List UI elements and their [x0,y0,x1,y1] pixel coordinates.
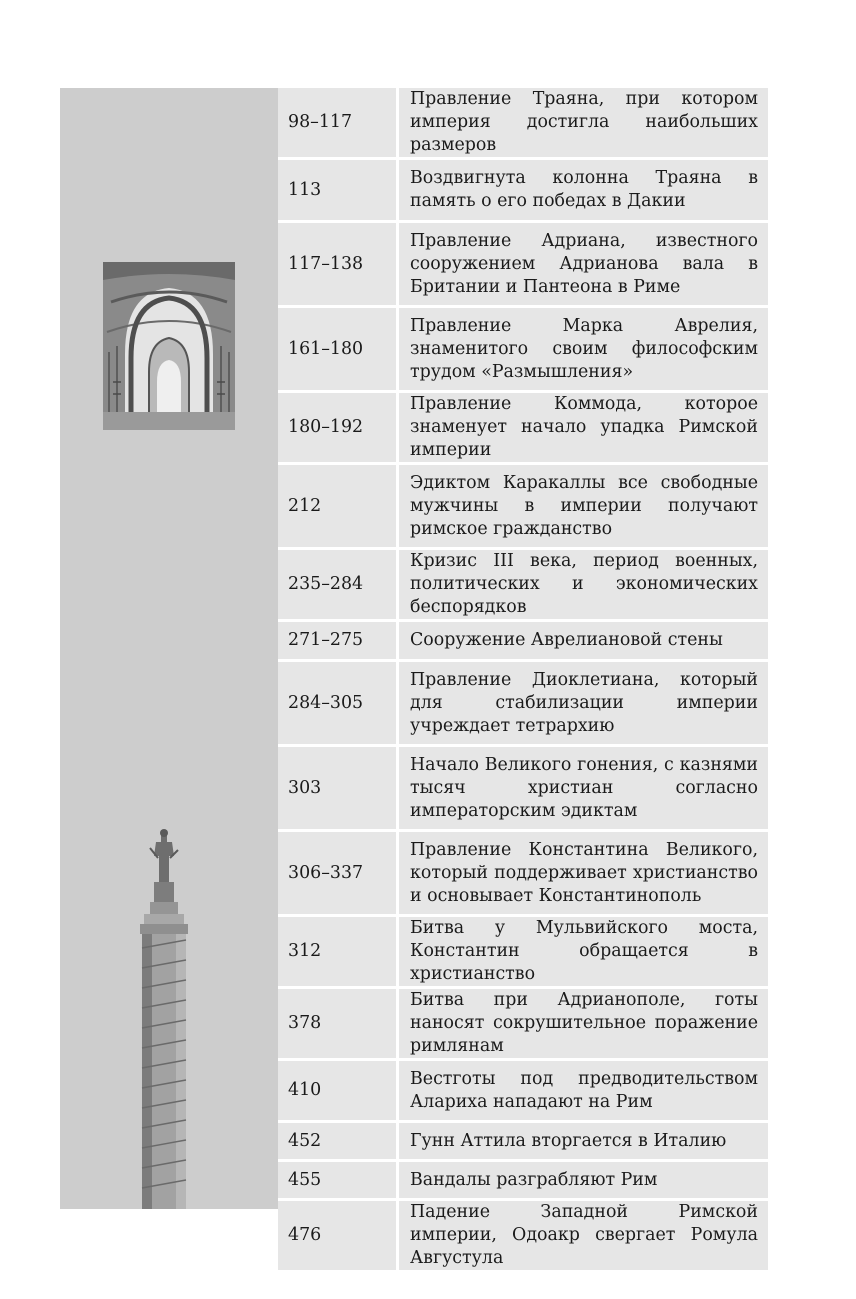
date-cell: 476 [278,1200,398,1271]
table-row [278,392,768,464]
date-cell: 306–337 [278,831,398,916]
table-row [278,88,768,159]
timeline-table [278,88,768,1270]
event-cell: Начало Великого гонения, с казнями тысяч христиан согласно императорским эдиктам [398,746,769,831]
date-cell: 410 [278,1060,398,1122]
illustration-sidebar [60,88,278,1209]
date-cell: 113 [278,159,398,222]
table-row [278,661,768,746]
vaulted-ruins-engraving-icon [103,262,235,430]
event-cell: Правление Диоклетиана, который для стабилизации империи учреждает тетрархию [398,661,769,746]
table-row [278,988,768,1060]
event-cell: Эдиктом Каракаллы все свободные мужчины в империи получают римское гражданство [398,464,769,549]
table-row [278,549,768,621]
event-cell: Кризис III века, период военных, политических и экономических беспорядков [398,549,769,621]
event-cell: Сооружение Аврелиановой стены [398,621,769,661]
date-cell: 378 [278,988,398,1060]
trajan-column-engraving-icon [132,828,196,1209]
event-cell: Падение Западной Римской империи, Одоакр свергает Ромула Августула [398,1200,769,1271]
event-cell: Вандалы разграбляют Рим [398,1161,769,1200]
event-cell: Правление Константина Великого, который поддерживает христианство и основывает Константинополь [398,831,769,916]
event-cell: Правление Марка Аврелия, знаменитого своим философским трудом «Размышления» [398,307,769,392]
date-cell: 452 [278,1122,398,1161]
table-row [278,1200,768,1271]
date-cell: 455 [278,1161,398,1200]
table-row [278,464,768,549]
date-cell: 180–192 [278,392,398,464]
date-cell: 284–305 [278,661,398,746]
date-cell: 303 [278,746,398,831]
event-cell: Гунн Аттила вторгается в Италию [398,1122,769,1161]
date-cell: 161–180 [278,307,398,392]
table-row [278,1060,768,1122]
event-cell: Битва у Мульвийского моста, Константин обращается в христианство [398,916,769,988]
date-cell: 312 [278,916,398,988]
table-row [278,746,768,831]
table-row [278,1161,768,1200]
event-cell: Вестготы под предводительством Алариха нападают на Рим [398,1060,769,1122]
table-row [278,222,768,307]
date-cell: 117–138 [278,222,398,307]
table-row [278,621,768,661]
table-row [278,916,768,988]
table-row [278,307,768,392]
date-cell: 271–275 [278,621,398,661]
event-cell: Правление Коммода, которое знаменует начало упадка Римской империи [398,392,769,464]
event-cell: Правление Адриана, известного сооружением Адрианова вала в Британии и Пантеона в Риме [398,222,769,307]
date-cell: 98–117 [278,88,398,159]
table-row [278,831,768,916]
table-row [278,1122,768,1161]
date-cell: 235–284 [278,549,398,621]
event-cell: Правление Траяна, при котором империя достигла наибольших размеров [398,88,769,159]
table-row [278,159,768,222]
date-cell: 212 [278,464,398,549]
event-cell: Битва при Адрианополе, готы наносят сокрушительное поражение римлянам [398,988,769,1060]
event-cell: Воздвигнута колонна Траяна в память о его победах в Дакии [398,159,769,222]
